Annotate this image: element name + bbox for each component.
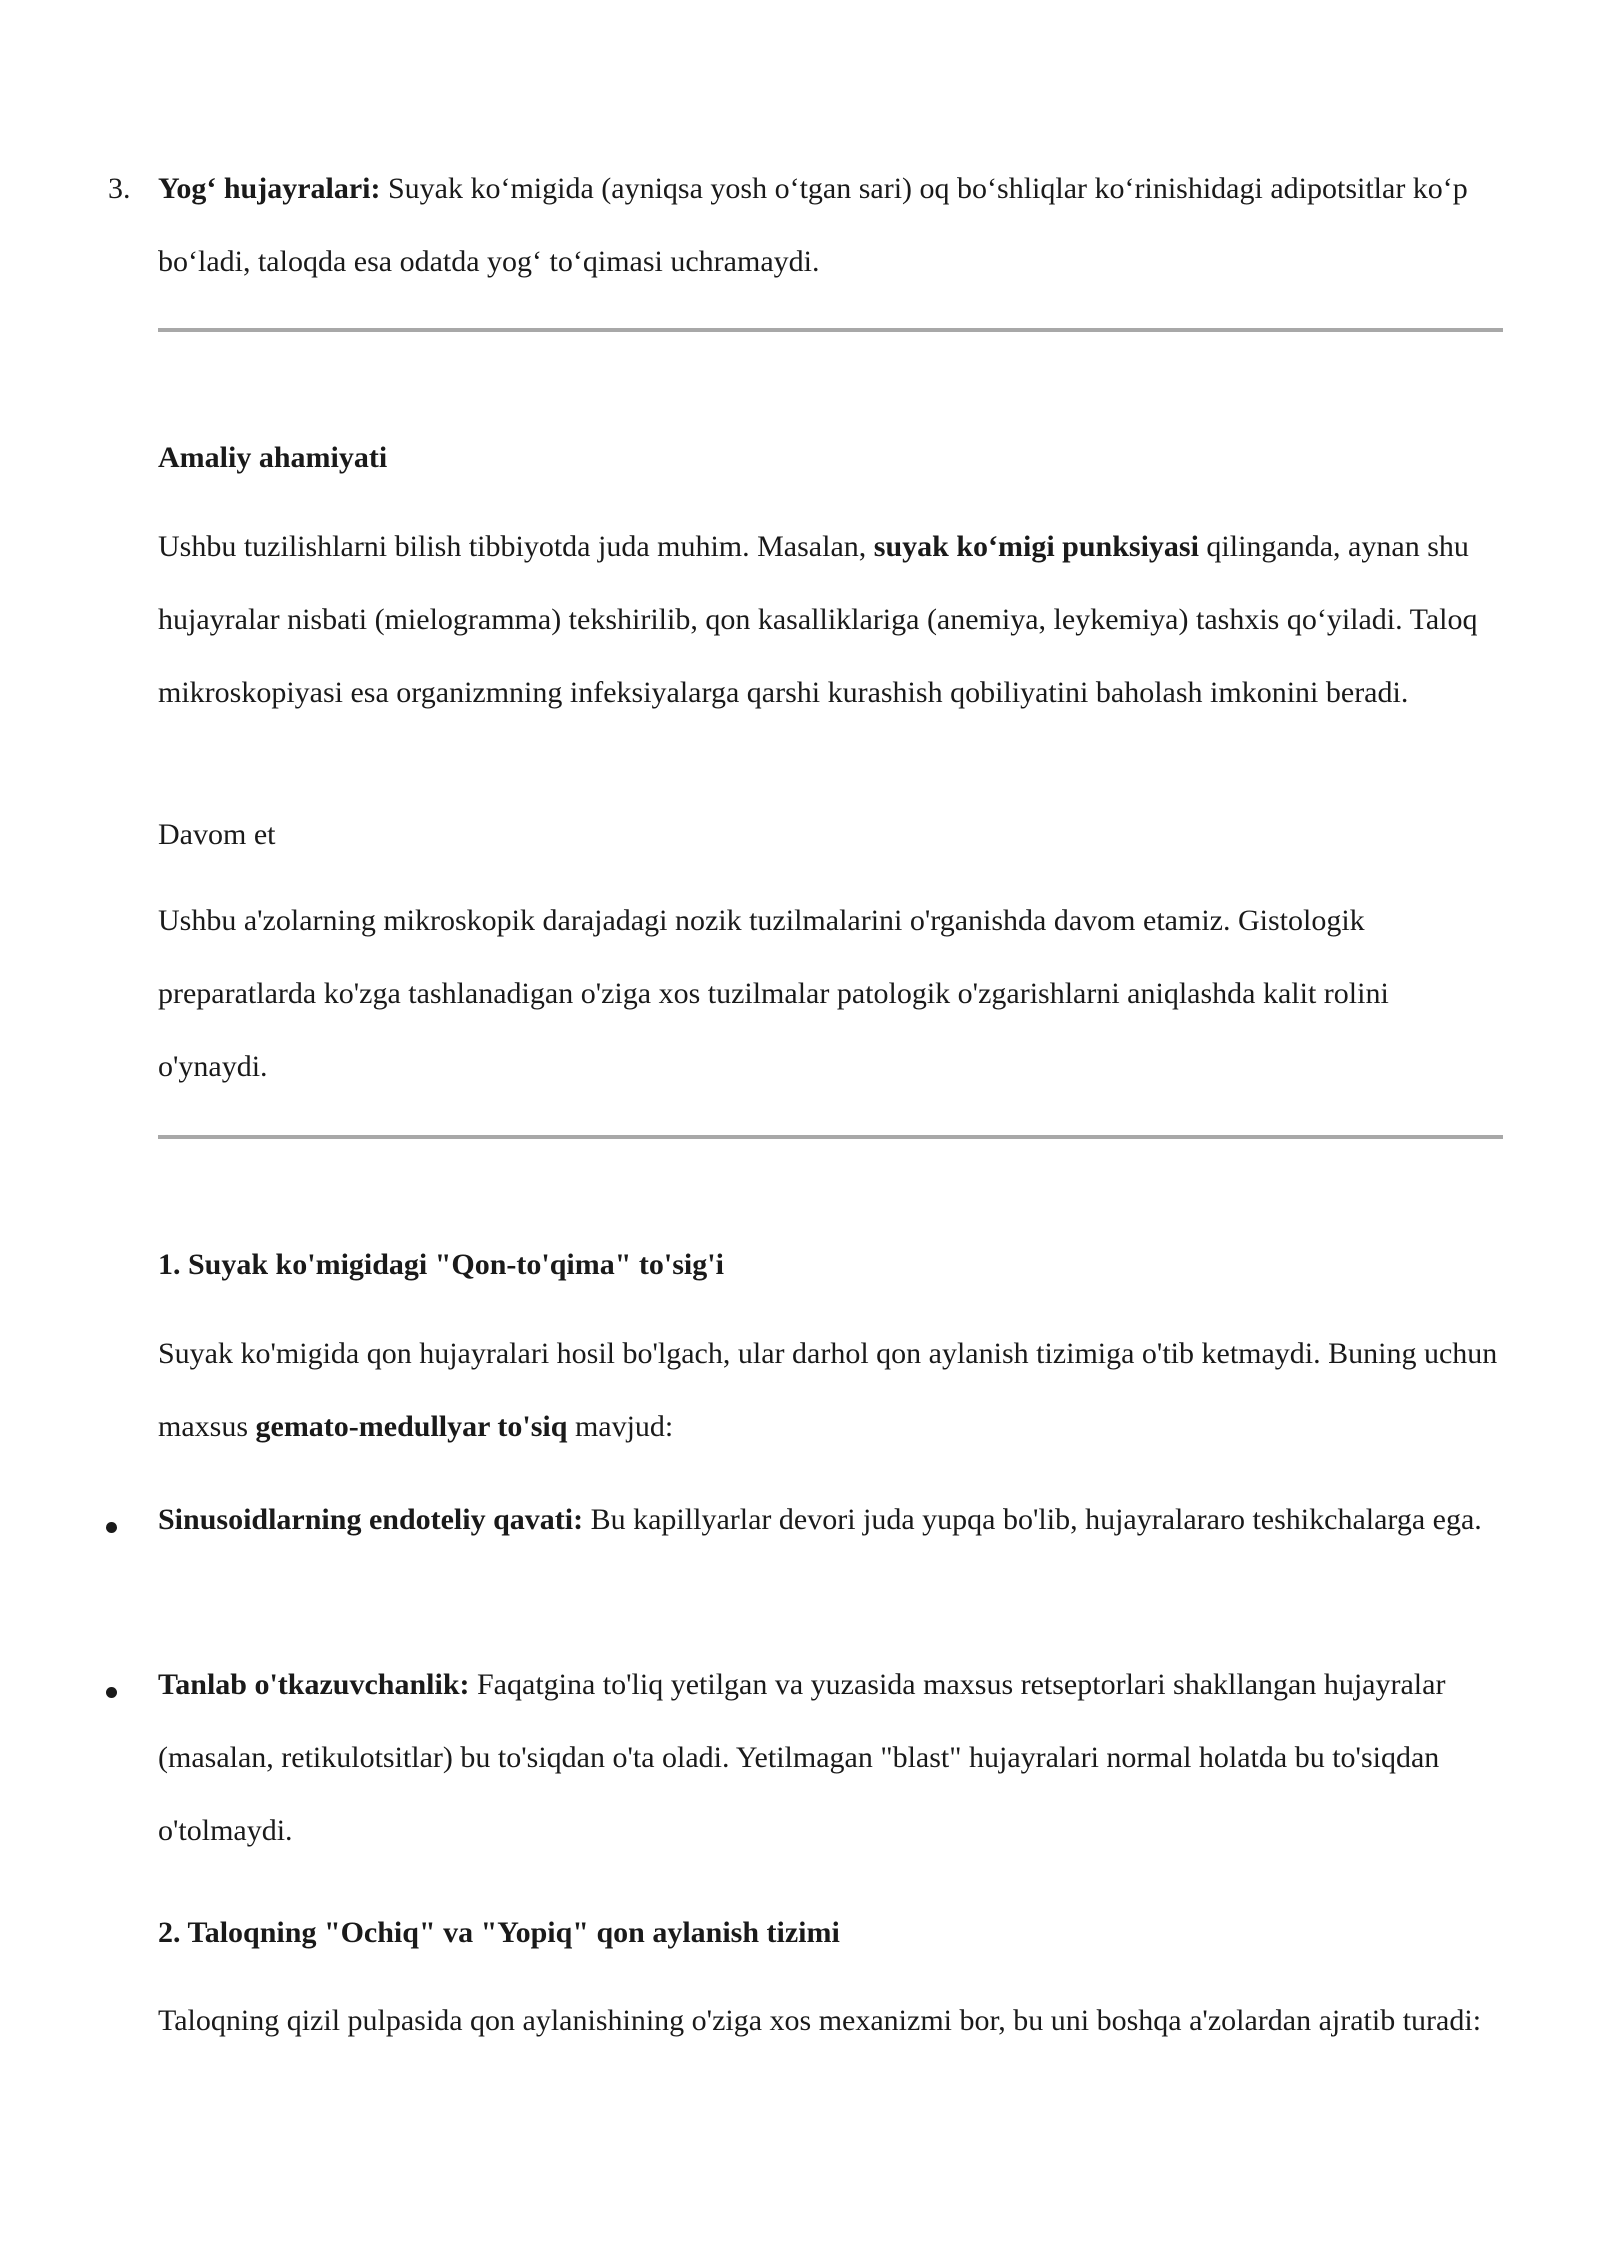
paragraph-text: qilinganda, aynan shu hujayralar nisbati (mielogramma) tekshirilib, qon kasalliklariga (anemiya, leykemiya) tashxis qo‘yiladi. Taloq mikroskopiyasi esa organizmning infeksiyalarga qarshi kurashish qobiliyatini baholash imkonini beradi. xyxy=(158,530,1478,709)
paragraph-text: mavjud: xyxy=(567,1410,674,1443)
paragraph-spleen-circulation: Taloqning qizil pulpasida qon aylanishining o'ziga xos mexanizmi bor, bu uni boshqa a'zolardan ajratib turadi: xyxy=(158,2004,1482,2037)
paragraph-practical xyxy=(158,510,1503,729)
bullet-text: Faqatgina to'liq yetilgan va yuzasida maxsus retseptorlari shakllangan hujayralar (masalan, retikulotsitlar) bu to'siqdan o'ta oladi. Yetilmagan "blast" hujayralari normal holatda bu to'siqdan o'tolmaydi. xyxy=(158,1668,1446,1847)
paragraph-continue: Ushbu a'zolarning mikroskopik darajadagi nozik tuzilmalarini o'rganishda davom etamiz. Gistologik preparatlarda ko'zga tashlanadigan o'ziga xos tuzilmalar patologik o'zgarishlarni aniqlashda kalit rolini o'ynaydi. xyxy=(158,904,1389,1083)
horizontal-rule xyxy=(158,328,1503,332)
list-number: 3. xyxy=(108,172,131,205)
horizontal-rule xyxy=(158,1135,1503,1139)
paragraph-text: Ushbu tuzilishlarni bilish tibbiyotda juda muhim. Masalan, xyxy=(158,530,874,563)
bullet-icon xyxy=(106,1687,117,1698)
paragraph-text: Suyak ko'migida qon hujayralari hosil bo'lgach, ular darhol qon aylanish tizimiga o'tib ketmaydi. Buning uchun maxsus xyxy=(158,1337,1498,1443)
paragraph-blood-barrier xyxy=(158,1317,1503,1463)
bullet-icon xyxy=(106,1522,117,1533)
paragraph-bold-term: suyak ko‘migi punksiyasi xyxy=(873,530,1199,563)
list-item-fat-cells xyxy=(158,152,1503,298)
bullet-item-selective xyxy=(158,1648,1503,1867)
bullet-text: Bu kapillyarlar devori juda yupqa bo'lib, hujayralararo teshikchalarga ega. xyxy=(583,1503,1482,1536)
section-heading-practical: Amaliy ahamiyati xyxy=(158,441,388,474)
list-item-label: Yog‘ hujayralari: xyxy=(158,172,381,205)
paragraph-bold-term: gemato-medullyar to'siq xyxy=(255,1410,568,1443)
section-heading-blood-barrier: 1. Suyak ko'migidagi "Qon-to'qima" to'sig'i xyxy=(158,1248,724,1281)
bullet-item-endothelium xyxy=(158,1483,1503,1556)
list-item-text: Suyak ko‘migida (ayniqsa yosh o‘tgan sari) oq bo‘shliqlar ko‘rinishidagi adipotsitlar ko‘p bo‘ladi, taloqda esa odatda yog‘ to‘qimasi uchramaydi. xyxy=(158,172,1468,278)
section-heading-spleen-circulation: 2. Taloqning "Ochiq" va "Yopiq" qon aylanish tizimi xyxy=(158,1916,840,1949)
bullet-label: Tanlab o'tkazuvchanlik: xyxy=(158,1668,470,1701)
bullet-label: Sinusoidlarning endoteliy qavati: xyxy=(158,1503,584,1536)
continue-label: Davom et xyxy=(158,818,276,851)
